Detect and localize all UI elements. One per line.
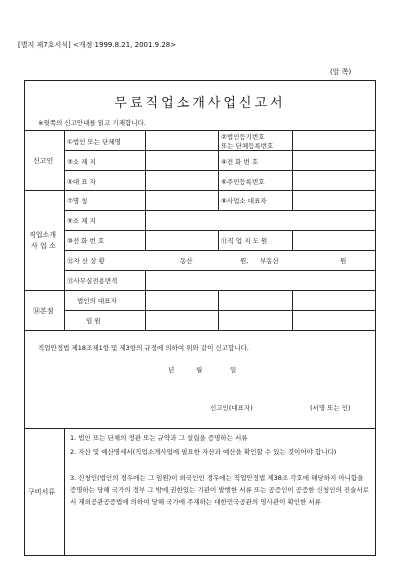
document-item-3: 3. 신청인(법인의 경우에는 그 임원)이 외국인인 경우에는 직업안정법 제38조 각호에 해당하지 아니함을 증명하는 당해 국가의 정부 그 밖에 권한있는 기관이 발행한 서류 또는 공증인이 공증한 신청인의 진술서로서 재외공관공증법에 의하여 당해 국가에 주재하는 대한민국공관의 영사관이 확인한 서류 bbox=[70, 474, 369, 506]
org-name-label: ①법인 또는 단체명 bbox=[67, 138, 121, 146]
hq-officers-label: 임 원 bbox=[86, 317, 101, 325]
office-address-label: ⑨소 재 지 bbox=[67, 217, 96, 225]
signer-label: 신고인(대표자) bbox=[210, 404, 253, 412]
registration-number-field[interactable] bbox=[293, 132, 375, 149]
won-unit-2: 원 bbox=[340, 257, 347, 265]
form-number: [별지 제7호서식] <개정 1999.8.21, 2001.9.28> bbox=[18, 41, 177, 49]
representative-label: ⑤대 표 자 bbox=[67, 178, 96, 186]
applicant-section-label: 신고인 bbox=[33, 157, 54, 165]
won-unit-1: 원, bbox=[240, 257, 249, 265]
hq-representative-label: 법인의 대표자 bbox=[77, 297, 117, 305]
address-label: ③소 재 지 bbox=[67, 158, 96, 166]
day-label: 일 bbox=[230, 366, 237, 374]
movable-assets-label: 동산 bbox=[180, 257, 193, 265]
phone-label: ④전 화 번 호 bbox=[221, 158, 259, 166]
document-item-2: 2. 자산 및 예산명세서(직업소개사업에 필요한 자산과 예산을 확인할 수 있는 것이어야 합니다) bbox=[70, 448, 337, 456]
org-name-field[interactable] bbox=[146, 137, 218, 149]
job-counselor-label: ⑪직 업 지 도 원 bbox=[221, 237, 268, 245]
document-item-1: 1. 법인 또는 단체의 정관 또는 규약과 그 설립을 증명하는 서류 bbox=[70, 434, 248, 442]
office-area-label: ⑬사무실전용면적 bbox=[67, 277, 118, 285]
office-section-label-2: 사 업 소 bbox=[31, 242, 56, 250]
office-rep-label: ⑧사업소 대표자 bbox=[221, 197, 267, 205]
year-label: 년 bbox=[168, 366, 175, 374]
registration-number-label-1: ②법인등기번호 bbox=[221, 133, 265, 141]
month-label: 월 bbox=[196, 366, 203, 374]
required-documents-label: 구비서류 bbox=[28, 488, 56, 496]
notice-text: ※뒷쪽의 신고안내를 읽고 기재합니다. bbox=[38, 119, 146, 127]
page-side-label: (앞 쪽) bbox=[330, 68, 352, 76]
office-name-label: ⑦명 칭 bbox=[67, 197, 88, 205]
assets-label: ⑫자 산 상 황 bbox=[67, 257, 105, 265]
form-title: 무료직업소개사업신고서 bbox=[114, 96, 286, 111]
resident-id-label: ⑥주민등록번호 bbox=[221, 178, 265, 186]
office-phone-label: ⑩전 화 번 호 bbox=[67, 237, 105, 245]
headquarters-section-label: ⑭본점 bbox=[33, 307, 54, 315]
real-estate-label: 부동산 bbox=[260, 257, 279, 265]
declaration-text: 직업안정법 제18조제1항 및 제3항의 규정에 의하여 위와 같이 신고합니다. bbox=[38, 344, 249, 352]
office-section-label-1: 직업소개 bbox=[29, 231, 57, 239]
signature-label: (서명 또는 인) bbox=[310, 404, 351, 412]
registration-number-label-2: 또는 단체등록번호 bbox=[221, 142, 274, 150]
